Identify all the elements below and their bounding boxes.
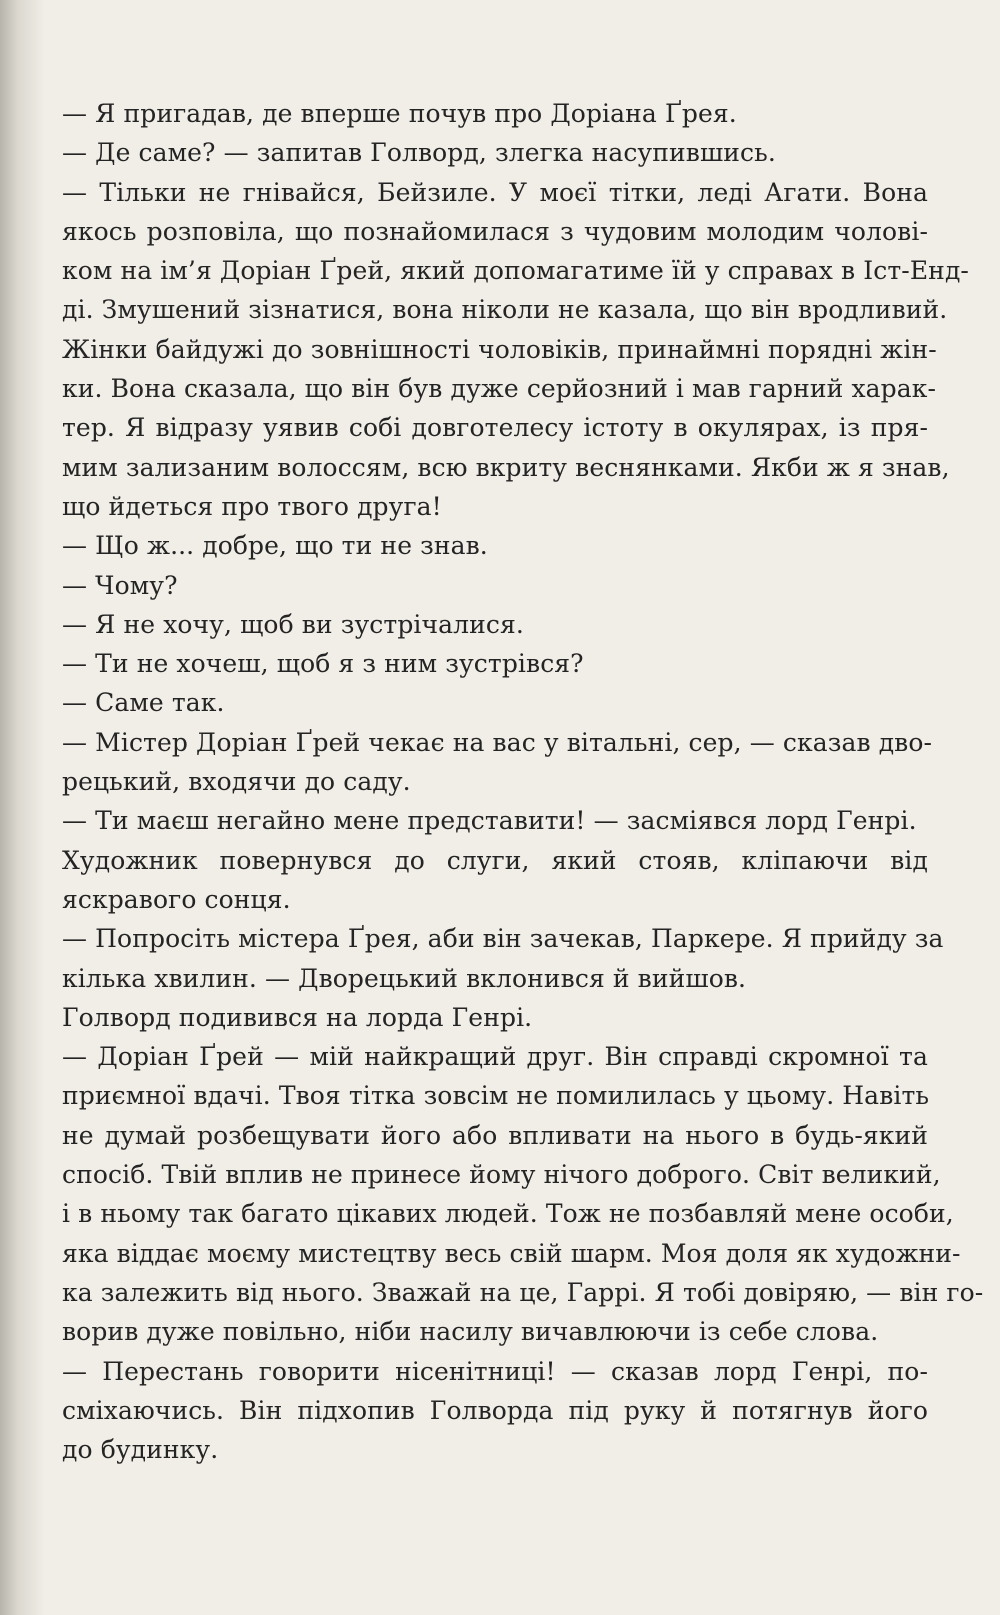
text-line: спосіб. Твій вплив не принесе йому нічого доброго. Світ великий,	[62, 1160, 941, 1190]
paragraph-14	[62, 1037, 984, 1351]
paragraph-15	[62, 1352, 928, 1470]
text-line: мим зализаним волоссям, всю вкриту веснянками. Якби ж я знав,	[62, 452, 950, 482]
text-line: ки. Вона сказала, що він був дуже серйозний і мав гарний харак-	[62, 374, 937, 404]
text-line: — Я пригадав, де вперше почув про Доріана Ґрея.	[62, 99, 737, 128]
paragraph-2	[62, 133, 928, 172]
text-line: ка залежить від нього. Зважай на це, Гаррі. Я тобі довіряю, — він го-	[62, 1277, 984, 1307]
text-line: кілька хвилин. — Дворецький вклонився й вийшов.	[62, 963, 747, 993]
text-line: приємної вдачі. Твоя тітка зовсім не помилилась у цьому. Навіть	[62, 1081, 930, 1111]
text-line: що йдеться про твого друга!	[62, 491, 442, 521]
text-line: ком на ім’я Доріан Ґрей, який допомагатиме їй у справах в Іст-Енд-	[62, 256, 969, 286]
text-line: — Перестань говорити нісенітниці! — сказав лорд Генрі, по-	[62, 1356, 928, 1386]
paragraph-9	[62, 723, 933, 802]
text-line: — Ти не хочеш, щоб я з ним зустрівся?	[62, 649, 584, 679]
text-line: не думай розбещувати його або впливати на нього в будь-який	[62, 1120, 928, 1150]
text-line: Художник повернувся до слуги, який стояв, кліпаючи від	[62, 845, 928, 875]
text-line: — Що ж... добре, що ти не знав.	[62, 531, 488, 561]
text-line: яскравого сонця.	[62, 884, 291, 914]
paragraph-11	[62, 841, 928, 920]
paragraph-13	[62, 998, 928, 1037]
text-line: — Попросіть містера Ґрея, аби він зачекав, Паркере. Я прийду за	[62, 924, 944, 954]
text-line: — Тільки не гнівайся, Бейзиле. У моєї тітки, леді Агати. Вона	[62, 177, 928, 207]
text-line: — Де саме? — запитав Голворд, злегка насупившись.	[62, 138, 776, 168]
text-line: яка віддає моєму мистецтву весь свій шарм. Моя доля як художни-	[62, 1238, 961, 1268]
text-line: — Містер Доріан Ґрей чекає на вас у вітальні, сер, — сказав дво-	[62, 727, 933, 757]
paragraph-6	[62, 605, 928, 644]
text-line: якось розповіла, що познайомилася з чудовим молодим чолові-	[62, 216, 928, 246]
text-line: тер. Я відразу уявив собі довготелесу істоту в окулярах, із пря-	[62, 413, 928, 443]
paragraph-7	[62, 644, 928, 683]
paragraph-4	[62, 526, 928, 565]
paragraph-10	[62, 801, 928, 840]
text-line: — Чому?	[62, 570, 178, 600]
text-line: Голворд подивився на лорда Генрі.	[62, 1002, 533, 1032]
text-line: до будинку.	[62, 1435, 219, 1465]
paragraph-1	[62, 94, 928, 133]
paragraph-5	[62, 566, 928, 605]
text-line: сміхаючись. Він підхопив Голворда під руку й потягнув його	[62, 1395, 928, 1425]
paragraph-3	[62, 173, 969, 527]
text-line: ді. Змушений зізнатися, вона ніколи не казала, що він вродливий.	[62, 295, 948, 325]
text-line: — Я не хочу, щоб ви зустрічалися.	[62, 609, 524, 639]
text-line: і в ньому так багато цікавих людей. Тож не позбавляй мене особи,	[62, 1199, 954, 1229]
paragraph-12	[62, 919, 944, 998]
page-text	[62, 94, 984, 1469]
paragraph-8	[62, 683, 928, 722]
text-line: — Саме так.	[62, 688, 225, 718]
text-line: рецький, входячи до саду.	[62, 767, 411, 797]
text-line: ворив дуже повільно, ніби насилу вичавлюючи із себе слова.	[62, 1317, 879, 1347]
text-line: — Ти маєш негайно мене представити! — засміявся лорд Генрі.	[62, 806, 917, 836]
text-line: — Доріан Ґрей — мій найкращий друг. Він справді скромної та	[62, 1042, 928, 1072]
text-line: Жінки байдужі до зовнішності чоловіків, принаймні порядні жін-	[62, 334, 937, 364]
